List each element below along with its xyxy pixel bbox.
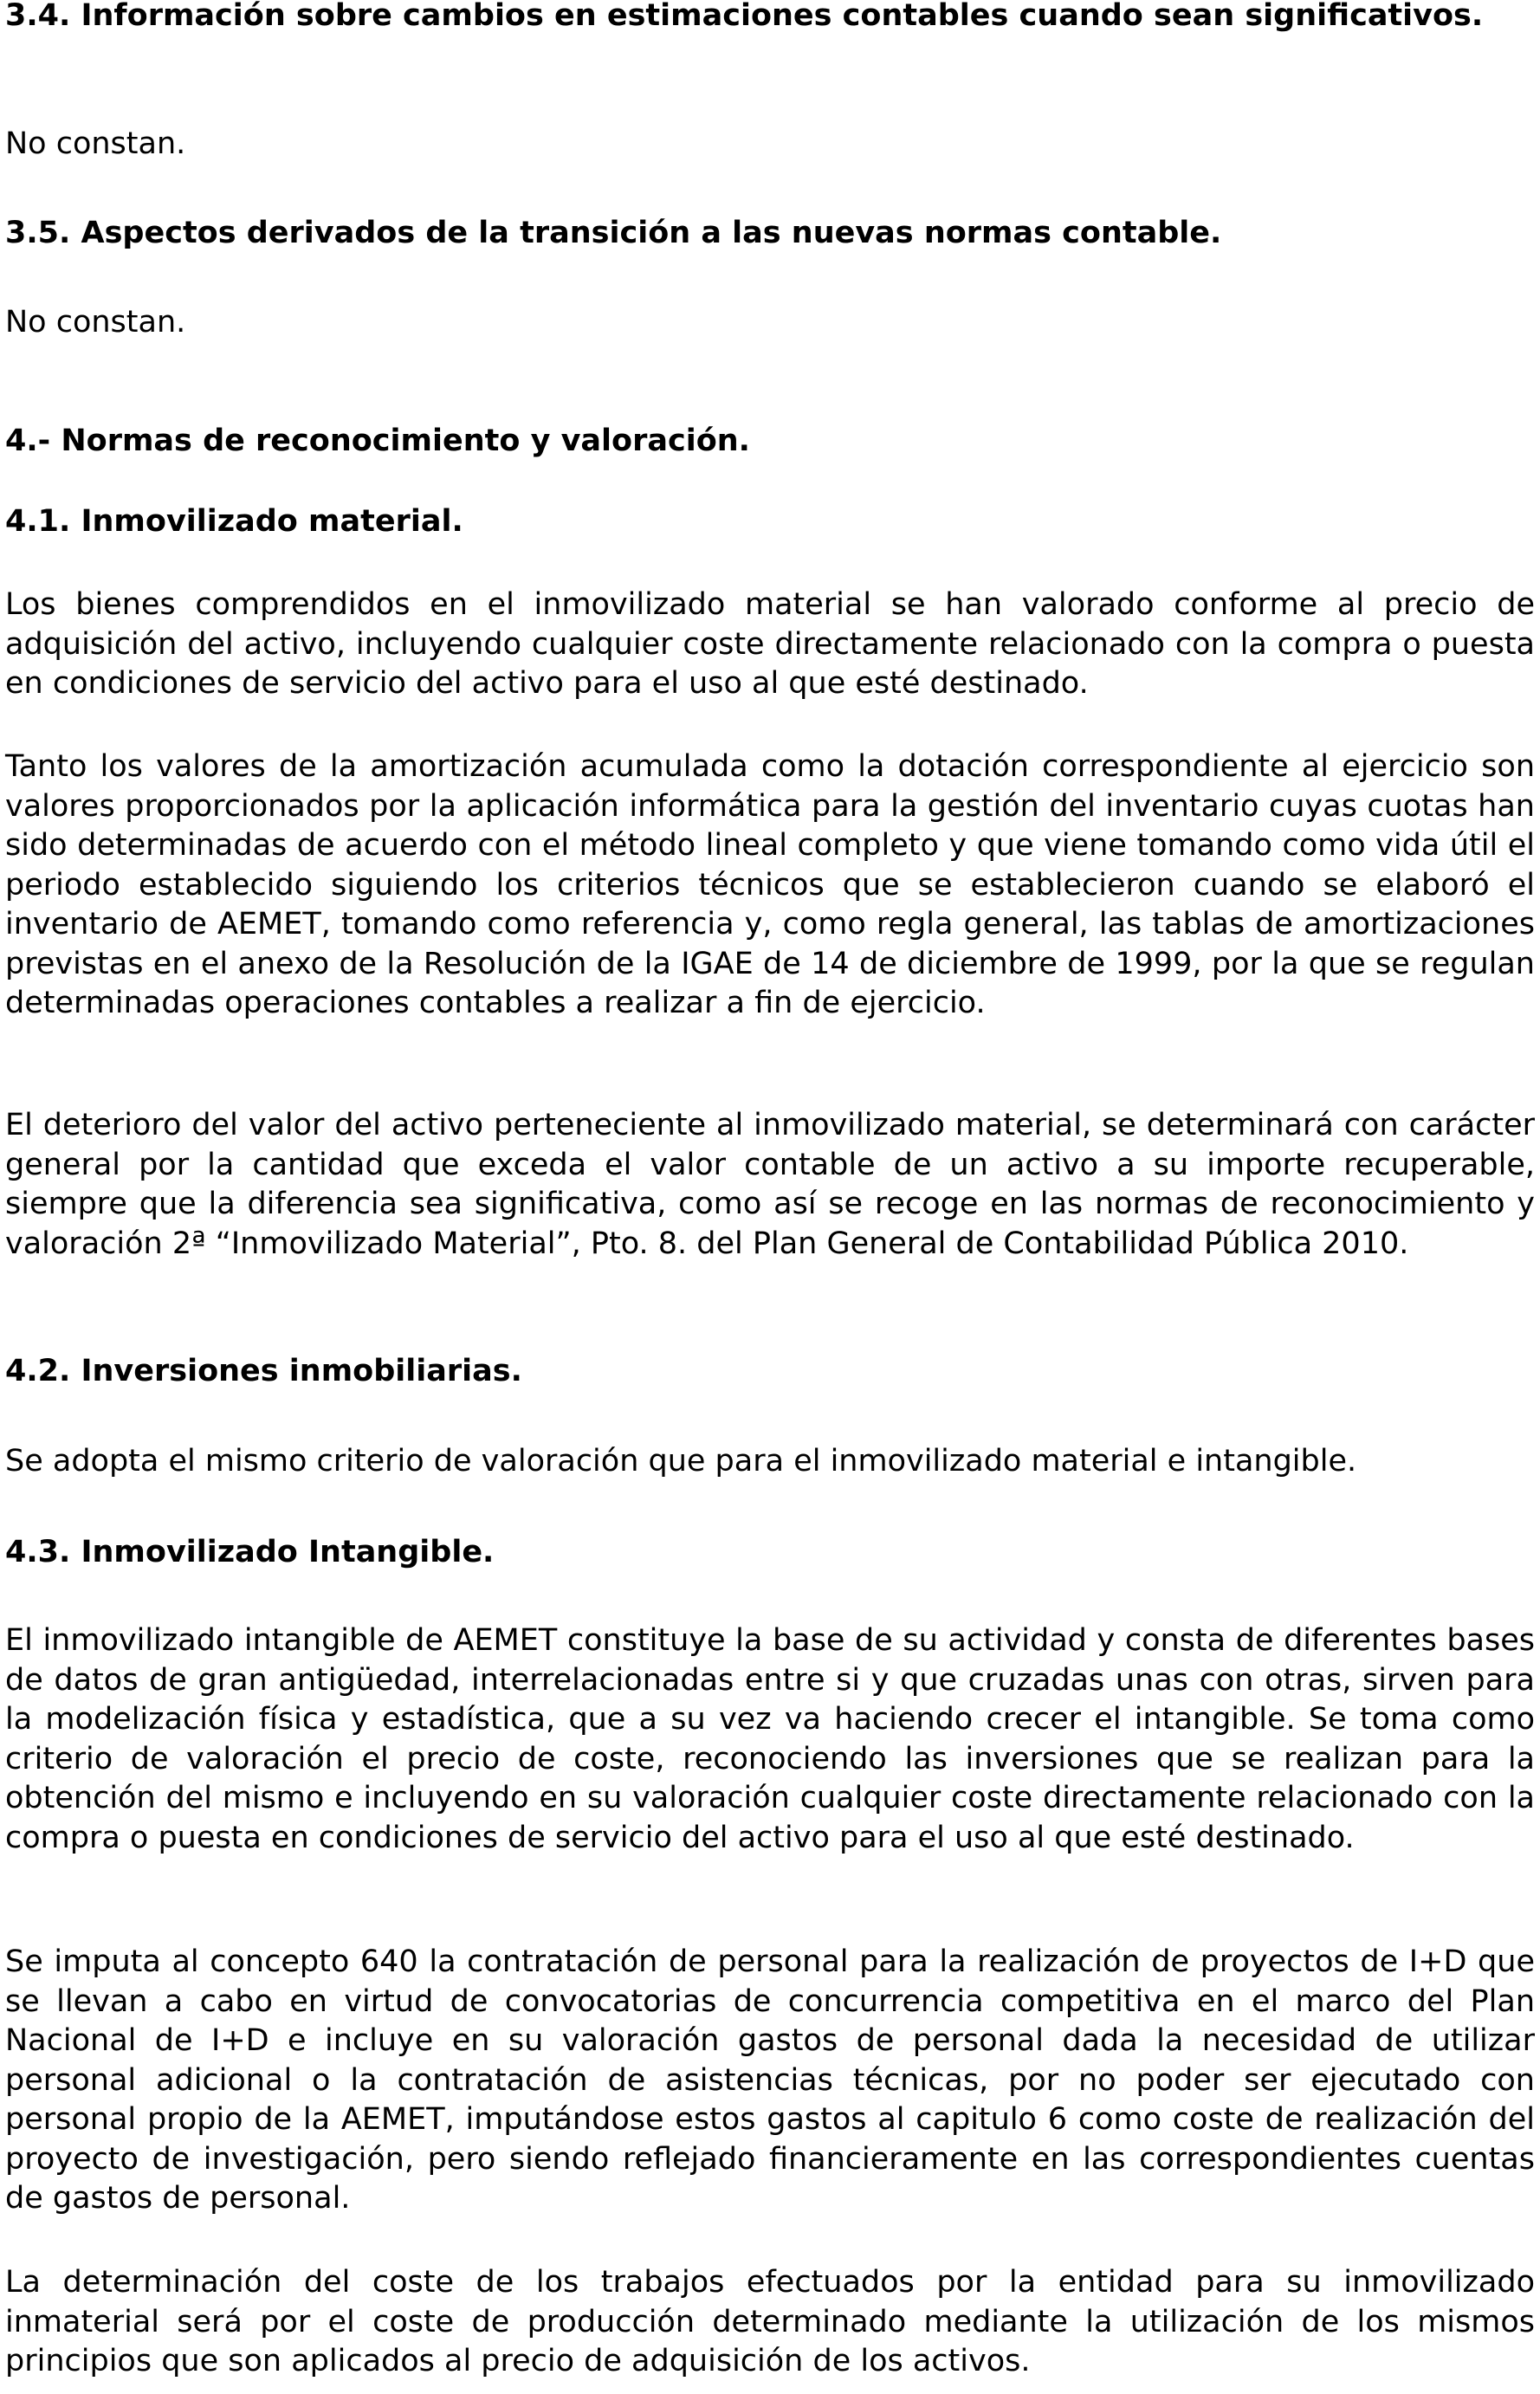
paragraph-4-2-body: Se adopta el mismo criterio de valoración que para el inmovilizado material e intangible.	[5, 1444, 1357, 1478]
heading-4: 4.- Normas de reconocimiento y valoración.	[5, 424, 750, 458]
heading-4-1: 4.1. Inmovilizado material.	[5, 504, 463, 539]
paragraph-4-3-c: La determinación del coste de los trabajos efectuados por la entidad para su inmovilizado inmaterial será por el coste de producción determinado mediante la utilización de los mismos principios que son aplicados al precio de adquisición de los activos.	[5, 2265, 1535, 2378]
paragraph-4-1-b: Tanto los valores de la amortización acumulada como la dotación correspondiente al ejercicio son valores proporcionados por la aplicación informática para la gestión del inventario cuyas cuotas han sido determinadas de acuerdo con el método lineal completo y que viene tomando como vida útil el periodo establecido siguiendo los criterios técnicos que se establecieron cuando se elaboró el inventario de AEMET, tomando como referencia y, como regla general, las tablas de amortizaciones previstas en el anexo de la Resolución de la IGAE de 14 de diciembre de 1999, por la que se regulan determinadas operaciones contables a realizar a fin de ejercicio.	[5, 749, 1535, 1020]
paragraph-3-4-body: No constan.	[5, 126, 186, 161]
heading-3-4: 3.4. Información sobre cambios en estimaciones contables cuando sean significativos.	[5, 0, 1484, 33]
paragraph-4-1-c: El deterioro del valor del activo perteneciente al inmovilizado material, se determinará con carácter general por la cantidad que exceda el valor contable de un activo a su importe recuperable, siempre que la diferencia sea significativa, como así se recoge en las normas de reconocimiento y valoración 2ª “Inmovilizado Material”, Pto. 8. del Plan General de Contabilidad Pública 2010.	[5, 1108, 1535, 1261]
paragraph-4-3-b: Se imputa al concepto 640 la contratación de personal para la realización de proyectos de I+D que se llevan a cabo en virtud de convocatorias de concurrencia competitiva en el marco del Plan Nacional de I+D e incluye en su valoración gastos de personal dada la necesidad de utilizar personal adicional o la contratación de asistencias técnicas, por no poder ser ejecutado con personal propio de la AEMET, imputándose estos gastos al capitulo 6 como coste de realización del proyecto de investigación, pero siendo reflejado financieramente en las correspondientes cuentas de gastos de personal.	[5, 1944, 1535, 2216]
paragraph-4-1-a: Los bienes comprendidos en el inmovilizado material se han valorado conforme al precio de adquisición del activo, incluyendo cualquier coste directamente relacionado con la compra o puesta en condiciones de servicio del activo para el uso al que esté destinado.	[5, 587, 1535, 701]
heading-3-5: 3.5. Aspectos derivados de la transición a las nuevas normas contable.	[5, 216, 1222, 250]
heading-4-3: 4.3. Inmovilizado Intangible.	[5, 1535, 495, 1569]
heading-4-2: 4.2. Inversiones inmobiliarias.	[5, 1354, 522, 1388]
paragraph-3-5-body: No constan.	[5, 305, 186, 340]
paragraph-4-3-a: El inmovilizado intangible de AEMET constituye la base de su actividad y consta de diferentes bases de datos de gran antigüedad, interrelacionadas entre si y que cruzadas unas con otras, sirven para la modelización física y estadística, que a su vez va haciendo crecer el intangible. Se toma como criterio de valoración el precio de coste, reconociendo las inversiones que se realizan para la obtención del mismo e incluyendo en su valoración cualquier coste directamente relacionado con la compra o puesta en condiciones de servicio del activo para el uso al que esté destinado.	[5, 1623, 1535, 1855]
